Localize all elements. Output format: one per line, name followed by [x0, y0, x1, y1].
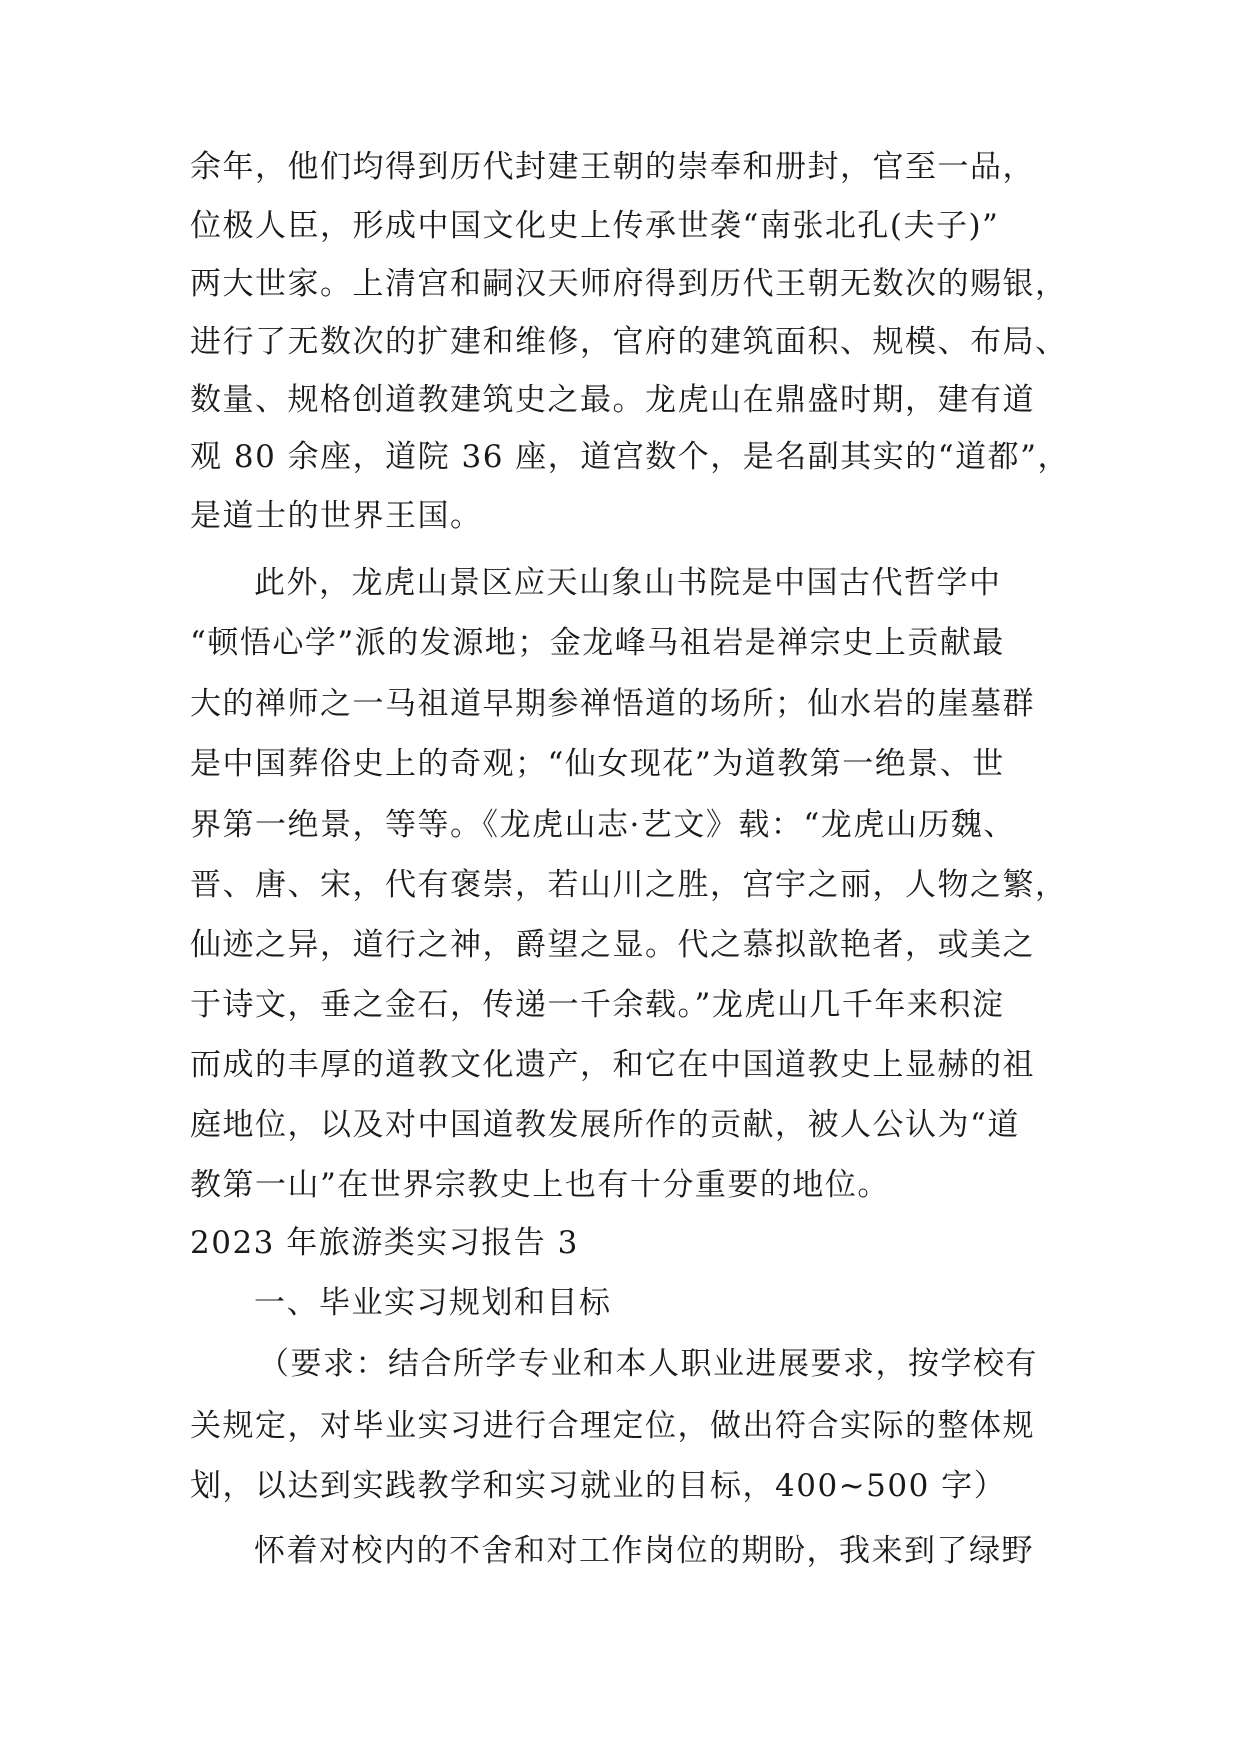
- requirement-line: 划，以达到实践教学和实习就业的目标，400~500 字）: [190, 1468, 1007, 1504]
- paragraph-line: 观 80 余座，道院 36 座，道宫数个，是名副其实的“道都”，: [190, 439, 1071, 475]
- paragraph-line: 于诗文，垂之金石，传递一千余载。”龙虎山几千年来积淀: [190, 987, 1005, 1023]
- paragraph-line: “顿悟心学”派的发源地；金龙峰马祖岩是禅宗史上贡献最: [190, 625, 1005, 661]
- paragraph-line: 晋、唐、宋，代有褒崇，若山川之胜，宫宇之丽，人物之繁，: [190, 867, 1068, 903]
- paragraph-line: 余年，他们均得到历代封建王朝的崇奉和册封，官至一品，: [190, 149, 1035, 185]
- paragraph-line: 庭地位，以及对中国道教发展所作的贡献，被人公认为“道: [190, 1107, 1020, 1143]
- paragraph-line: 怀着对校内的不舍和对工作岗位的期盼，我来到了绿野: [254, 1533, 1034, 1569]
- paragraph-line: 是中国葬俗史上的奇观；“仙女现花”为道教第一绝景、世: [190, 746, 1005, 782]
- paragraph-line: 界第一绝景，等等。《龙虎山志·艺文》载：“龙虎山历魏、: [190, 807, 1016, 843]
- subheading: 一、毕业实习规划和目标: [254, 1285, 612, 1321]
- paragraph-line: 两大世家。上清宫和嗣汉天师府得到历代王朝无数次的赐银，: [190, 266, 1068, 302]
- paragraph-line: 教第一山”在世界宗教史上也有十分重要的地位。: [190, 1167, 890, 1203]
- paragraph-line: 进行了无数次的扩建和维修，官府的建筑面积、规模、布局、: [190, 324, 1068, 360]
- paragraph-line: 大的禅师之一马祖道早期参禅悟道的场所；仙水岩的崖墓群: [190, 686, 1035, 722]
- section-title: 2023 年旅游类实习报告 3: [190, 1225, 579, 1261]
- paragraph-line: 仙迹之异，道行之神，爵望之显。代之慕拟歆艳者，或美之: [190, 927, 1035, 963]
- paragraph-line: 数量、规格创道教建筑史之最。龙虎山在鼎盛时期，建有道: [190, 382, 1035, 418]
- paragraph-line: 而成的丰厚的道教文化遗产，和它在中国道教史上显赫的祖: [190, 1047, 1035, 1083]
- paragraph-line: 此外，龙虎山景区应天山象山书院是中国古代哲学中: [254, 565, 1002, 601]
- requirement-line: 关规定，对毕业实习进行合理定位，做出符合实际的整体规: [190, 1408, 1035, 1444]
- requirement-line: （要求：结合所学专业和本人职业进展要求，按学校有: [258, 1346, 1038, 1382]
- paragraph-line: 位极人臣，形成中国文化史上传承世袭“南张北孔(夫子)”: [190, 208, 1000, 244]
- paragraph-line: 是道士的世界王国。: [190, 498, 483, 534]
